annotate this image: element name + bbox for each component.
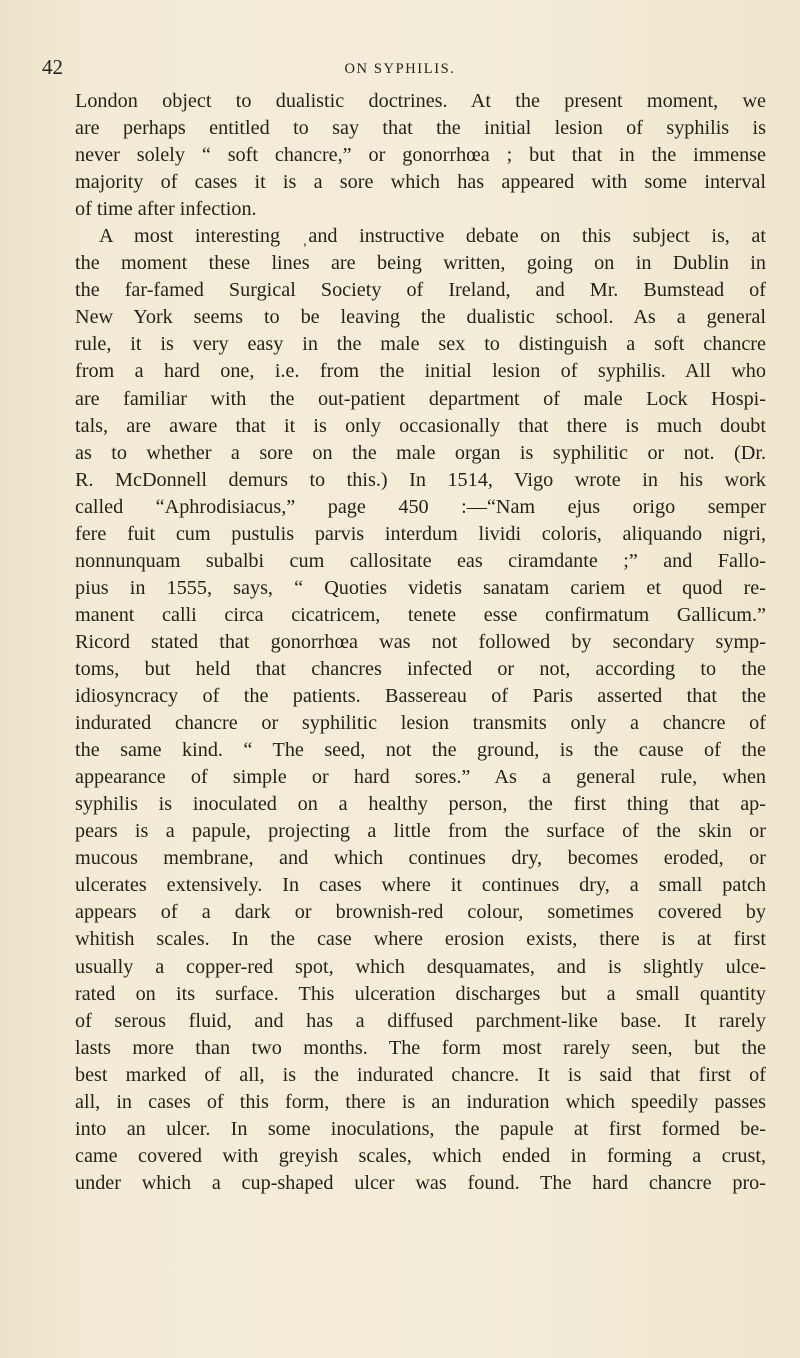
text-line: fere fuit cum pustulis parvis interdum lividi coloris, aliquando nigri, [75, 522, 766, 545]
body-text [75, 88, 766, 1197]
text-line: syphilis is inoculated on a healthy person, the first thing that ap- [75, 793, 766, 816]
text-line: idiosyncracy of the patients. Bassereau of Paris asserted that the [75, 685, 766, 708]
text-line: are familiar with the out-patient department of male Lock Hospi- [75, 387, 766, 410]
text-line: Ricord stated that gonorrhœa was not followed by secondary symp- [75, 630, 766, 653]
text-line: majority of cases it is a sore which has appeared with some interval [75, 171, 766, 194]
text-line: appearance of simple or hard sores.” As a general rule, when [75, 766, 766, 789]
text-line: New York seems to be leaving the dualistic school. As a general [75, 306, 766, 329]
text-line: lasts more than two months. The form most rarely seen, but the [75, 1036, 766, 1059]
text-line: mucous membrane, and which continues dry, becomes eroded, or [75, 847, 766, 870]
text-line: A most interesting ˌand instructive debate on this subject is, at [99, 225, 766, 248]
text-line: called “Aphrodisiacus,” page 450 :—“Nam ejus origo semper [75, 495, 766, 518]
text-line: all, in cases of this form, there is an induration which speedily passes [75, 1090, 766, 1113]
text-line: R. McDonnell demurs to this.) In 1514, Vigo wrote in his work [75, 468, 766, 491]
text-line: nonnunquam subalbi cum callositate eas ciramdante ;” and Fallo- [75, 549, 766, 572]
text-line: pears is a papule, projecting a little from the surface of the skin or [75, 820, 766, 843]
text-line: of serous fluid, and has a diffused parchment-like base. It rarely [75, 1009, 766, 1032]
text-line: rule, it is very easy in the male sex to distinguish a soft chancre [75, 333, 766, 356]
text-line: from a hard one, i.e. from the initial lesion of syphilis. All who [75, 360, 766, 383]
text-line: never solely “ soft chancre,” or gonorrhœa ; but that in the immense [75, 144, 766, 167]
text-line: under which a cup-shaped ulcer was found. The hard chancre pro- [75, 1171, 766, 1194]
text-line: best marked of all, is the indurated chancre. It is said that first of [75, 1063, 766, 1086]
text-line: ulcerates extensively. In cases where it continues dry, a small patch [75, 874, 766, 897]
text-line: are perhaps entitled to say that the initial lesion of syphilis is [75, 117, 766, 140]
text-line: whitish scales. In the case where erosion exists, there is at first [75, 928, 766, 951]
text-line: the moment these lines are being written, going on in Dublin in [75, 252, 766, 275]
text-line: usually a copper-red spot, which desquamates, and is slightly ulce- [75, 955, 766, 978]
text-line: manent calli circa cicatricem, tenete esse confirmatum Gallicum.” [75, 603, 766, 626]
text-line: the same kind. “ The seed, not the ground, is the cause of the [75, 739, 766, 762]
text-line: into an ulcer. In some inoculations, the papule at first formed be- [75, 1117, 766, 1140]
text-line: came covered with greyish scales, which ended in forming a crust, [75, 1144, 766, 1167]
text-line: London object to dualistic doctrines. At the present moment, we [75, 90, 766, 112]
text-line: as to whether a sore on the male organ is syphilitic or not. (Dr. [75, 441, 766, 464]
text-line: of time after infection. [75, 198, 257, 221]
text-line: tals, are aware that it is only occasionally that there is much doubt [75, 414, 766, 437]
running-head [0, 55, 800, 84]
page-number: 42 [42, 55, 63, 79]
text-line: toms, but held that chancres infected or not, according to the [75, 657, 766, 680]
text-line: appears of a dark or brownish-red colour, sometimes covered by [75, 901, 766, 924]
text-line: pius in 1555, says, “ Quoties videtis sanatam cariem et quod re- [75, 576, 766, 599]
text-line: indurated chancre or syphilitic lesion transmits only a chancre of [75, 712, 766, 735]
text-line: the far-famed Surgical Society of Ireland, and Mr. Bumstead of [75, 279, 766, 302]
running-title: ON SYPHILIS. [344, 61, 456, 77]
text-line: rated on its surface. This ulceration discharges but a small quantity [75, 982, 766, 1005]
